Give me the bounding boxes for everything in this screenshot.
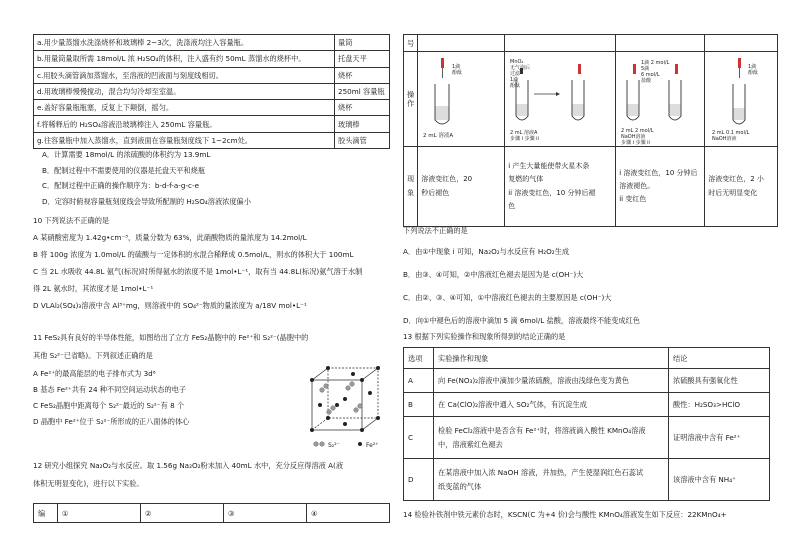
q11-option-b: B 基态 Fe²⁺共有 24 种不同空间运动状态的电子 bbox=[33, 385, 187, 394]
experiment-number-row bbox=[33, 503, 390, 523]
q13-row-c-option: C bbox=[404, 417, 434, 459]
step-row bbox=[34, 51, 390, 67]
s2-legend-label: S₂²⁻ bbox=[328, 442, 340, 449]
q12-option-d: D．向①中褪色后的溶液中滴加 5 滴 6mol/L 盐酸，溶液最终不能变成红色 bbox=[403, 316, 640, 325]
q13-title: 13 根据下列实验操作和现象所得到的结论正确的是 bbox=[403, 332, 566, 341]
step-equipment: 量筒 bbox=[335, 35, 390, 51]
q12-text: 12 研究小组探究 Na₂O₂与水反应。取 1.56g Na₂O₂粉末加入 40mL 水中，充分反应得溶液 A(液 bbox=[33, 461, 344, 470]
tube-4-bottom-label: 2 mL 0.1 mol/L NaOH溶液 bbox=[712, 130, 750, 142]
exp-number-3: ③ bbox=[224, 504, 307, 523]
step-text: f.将稀释后的 H₂SO₄溶液沿玻璃棒注入 250mL 容量瓶。 bbox=[34, 116, 335, 132]
step-text: g.往容量瓶中加入蒸馏水，直到液面在容量瓶刻度线下 1~2cm处。 bbox=[34, 132, 335, 148]
operation-2 bbox=[505, 52, 616, 147]
experiment-table bbox=[403, 34, 778, 227]
operation-4 bbox=[705, 52, 778, 147]
q13-row-c-operation: 检验 FeCl₂溶液中是否含有 Fe²⁺时，将溶液滴入酸性 KMnO₄溶液 中，溶液紫红色褪去 bbox=[434, 417, 669, 459]
q13-row-d-conclusion: 该溶液中含有 NH₄⁺ bbox=[669, 459, 770, 501]
q13-header-operation: 实验操作和现象 bbox=[434, 348, 669, 369]
step-equipment: 托盘天平 bbox=[335, 51, 390, 67]
tube-1-bottom-label: 2 mL 溶液A bbox=[423, 133, 454, 139]
q13-row-b-conclusion: 酸性：H₂SO₃>HClO bbox=[669, 393, 770, 417]
step-equipment: 烧杯 bbox=[335, 67, 390, 83]
q11-option-c: C FeS₂晶胞中距离每个 S₂²⁻最近的 S₂²⁻有 8 个 bbox=[33, 401, 185, 410]
step-text: d.用玻璃棒慢慢搅动，混合均匀冷却至室温。 bbox=[34, 83, 335, 99]
q13-row-d-operation: 在某溶液中加入浓 NaOH 溶液，并加热，产生使湿润红色石蕊试 纸变蓝的气体 bbox=[434, 459, 669, 501]
observation-3: i 溶液变红色，10 分钟后 溶液褪色。 ii 变红色 bbox=[616, 147, 705, 227]
test-tube-diagram-1 bbox=[421, 54, 501, 142]
step-text: c.用胶头滴管滴加蒸馏水，至溶液的凹液面与刻度线相切。 bbox=[34, 67, 335, 83]
header-col-3 bbox=[616, 35, 705, 52]
tube-1-top-label: 1滴酚酞 bbox=[452, 64, 463, 76]
q11-option-a: A Fe²⁺的最高能层的电子排布式为 3d⁶ bbox=[33, 369, 156, 378]
header-label: 号 bbox=[404, 35, 418, 52]
test-tube-diagram-2 bbox=[508, 54, 612, 142]
crystal-structure-figure bbox=[304, 362, 390, 456]
step-row bbox=[34, 100, 390, 116]
header-col-1 bbox=[418, 35, 505, 52]
step-equipment: 玻璃棒 bbox=[335, 116, 390, 132]
exp-number-label: 编 bbox=[34, 504, 58, 523]
step-row bbox=[34, 132, 390, 148]
q10-option-c-cont: 得 2L 氨水时，其浓度才是 1mol•L⁻¹ bbox=[33, 284, 154, 293]
test-tube-diagram-3 bbox=[619, 54, 701, 146]
question-9-options bbox=[33, 150, 390, 212]
step-text: b.用量筒量取所需 18mol/L 浓 H₂SO₄的体积，注入盛有约 50mL 蒸馏水的烧杯中。 bbox=[34, 51, 335, 67]
exp-number-2: ② bbox=[141, 504, 224, 523]
header-col-2 bbox=[505, 35, 616, 52]
question-12-right bbox=[403, 226, 770, 339]
q9-option-b: B．配制过程中不需要使用的仪器是托盘天平和烧瓶 bbox=[42, 165, 206, 175]
q13-row-a-option: A bbox=[404, 369, 434, 393]
tube-2-top-label: MnO₂ 无气泡后过滤 1滴酚酞 bbox=[510, 59, 531, 89]
step-text: e.盖好容量瓶瓶塞，反复上下颠倒，摇匀。 bbox=[34, 100, 335, 116]
q13-header-option: 选项 bbox=[404, 348, 434, 369]
operation-3 bbox=[616, 52, 705, 147]
fe-legend-label: Fe²⁺ bbox=[366, 442, 379, 449]
q13-row-b-operation: 在 Ca(ClO)₂溶液中通入 SO₂气体，有沉淀生成 bbox=[434, 393, 669, 417]
header-col-4 bbox=[705, 35, 778, 52]
observation-label: 现 象 bbox=[404, 147, 418, 227]
q13-row-c-conclusion: 证明溶液中含有 Fe²⁺ bbox=[669, 417, 770, 459]
q10-option-c: C 当 2L 水吸收 44.8L 氨气(标况)时所得氨水的浓度不是 1mol•L⁻¹，取有当 44.8L(标况)氨气溶于水制 bbox=[33, 267, 363, 276]
q12-prompt: 下列说法不正确的是 bbox=[403, 226, 468, 235]
step-equipment: 烧杯 bbox=[335, 100, 390, 116]
tube-3-top-label: 1滴 2 mol/L 5滴 6 mol/L 盐酸 bbox=[641, 60, 670, 84]
q10-option-d-text: D VLAl₂(SO₄)₃溶液中含 Al³⁺mg，则溶液中的 SO₄²⁻物质的量浓度为 bbox=[33, 301, 253, 310]
question-12-left bbox=[33, 461, 390, 497]
q12-option-a: A．由①中现象 i 可知，Na₂O₂与水反应有 H₂O₂生成 bbox=[403, 247, 570, 256]
right-column bbox=[403, 0, 770, 519]
q14-text: 14 检验补铁剂中铁元素价态时，KSCN(C 为+4 价)会与酸性 KMnO₄溶液发生如下反应：22KMnO₄+ bbox=[403, 510, 727, 519]
tube-3-bottom-label: 2 mL 2 mol/L NaOH溶液步骤 i 步骤 ii bbox=[621, 128, 654, 146]
q13-header-conclusion: 结论 bbox=[669, 348, 770, 369]
tube-4-top-label: 1滴酚酞 bbox=[748, 64, 759, 76]
q12-option-b: B．由③、④可知，②中溶液红色褪去是因为是 c(OH⁻)大 bbox=[403, 270, 584, 279]
step-equipment: 胶头滴管 bbox=[335, 132, 390, 148]
q13-row-a-conclusion: 浓硫酸具有强氧化性 bbox=[669, 369, 770, 393]
q13-row-d-option: D bbox=[404, 459, 434, 501]
q13-table bbox=[403, 347, 770, 501]
q13-row-a-operation: 向 Fe(NO₃)₂溶液中滴加少量浓硫酸，溶液由浅绿色变为黄色 bbox=[434, 369, 669, 393]
q10-option-d-formula: a/18V mol•L⁻¹ bbox=[255, 301, 307, 310]
q11-option-d: D 晶胞中 Fe²⁺位于 S₂²⁻所形成的正八面体的体心 bbox=[33, 417, 190, 426]
steps-table bbox=[33, 34, 390, 149]
q11-title: 11 FeS₂具有良好的半导体性能，如图给出了立方 FeS₂晶胞中的 Fe²⁺和 S₂²⁻(晶胞中的 bbox=[33, 333, 309, 342]
q10-option-d bbox=[33, 301, 390, 318]
exp-number-1: ① bbox=[58, 504, 141, 523]
q10-title: 10 下列说法不正确的是 bbox=[33, 216, 110, 225]
step-equipment: 250ml 容量瓶 bbox=[335, 83, 390, 99]
observation-2: i 产生大量能使带火星木条 复燃的气体 ii 溶液变红色，10 分钟后褪 色 bbox=[505, 147, 616, 227]
q13-row-b-option: B bbox=[404, 393, 434, 417]
q9-option-c: C．配制过程中正确的操作顺序为：b-d-f-a-g-c-e bbox=[42, 181, 199, 190]
step-row bbox=[34, 116, 390, 132]
step-text: a.用少量蒸馏水洗涤烧杯和玻璃棒 2~3次，洗涤液均注入容量瓶。 bbox=[34, 35, 335, 51]
question-10 bbox=[33, 216, 390, 318]
operation-1 bbox=[418, 52, 505, 147]
q12-option-c: C．由②、③、④可知，①中溶液红色褪去的主要原因是 c(OH⁻)大 bbox=[403, 293, 612, 302]
q9-option-a: A．计算需要 18mol/L 的浓硫酸的体积约为 13.9mL bbox=[42, 150, 211, 159]
operation-label: 操 作 bbox=[404, 52, 418, 147]
test-tube-diagram-4 bbox=[708, 54, 774, 142]
tube-2-bottom-label: 2 mL 溶液A 步骤 i 步骤 ii bbox=[510, 130, 540, 142]
step-row bbox=[34, 83, 390, 99]
exp-number-4: ④ bbox=[307, 504, 390, 523]
observation-1: 溶液变红色，20 秒后褪色 bbox=[418, 147, 505, 227]
step-row bbox=[34, 35, 390, 51]
observation-4: 溶液变红色，2 小 时后无明显变化 bbox=[705, 147, 778, 227]
q12-text-cont: 体积无明显变化)，进行以下实验。 bbox=[33, 479, 144, 488]
q10-option-a: A 某硝酸密度为 1.42g•cm⁻³，质量分数为 63%，此硝酸物质的量浓度为 14.2mol/L bbox=[33, 233, 307, 242]
step-row bbox=[34, 67, 390, 83]
q10-option-b: B 将 100g 浓度为 1.0mol/L 的硫酸与一定体积的水混合稀释成 0.5mol/L，则水的体积大于 100mL bbox=[33, 250, 354, 259]
left-column bbox=[33, 0, 390, 518]
q11-title-cont: 其他 S₂²⁻已省略)。下列叙述正确的是 bbox=[33, 351, 153, 360]
q9-option-d: D．定容时俯视容量瓶刻度线会导致所配制的 H₂SO₄溶液浓度偏小 bbox=[42, 196, 251, 206]
